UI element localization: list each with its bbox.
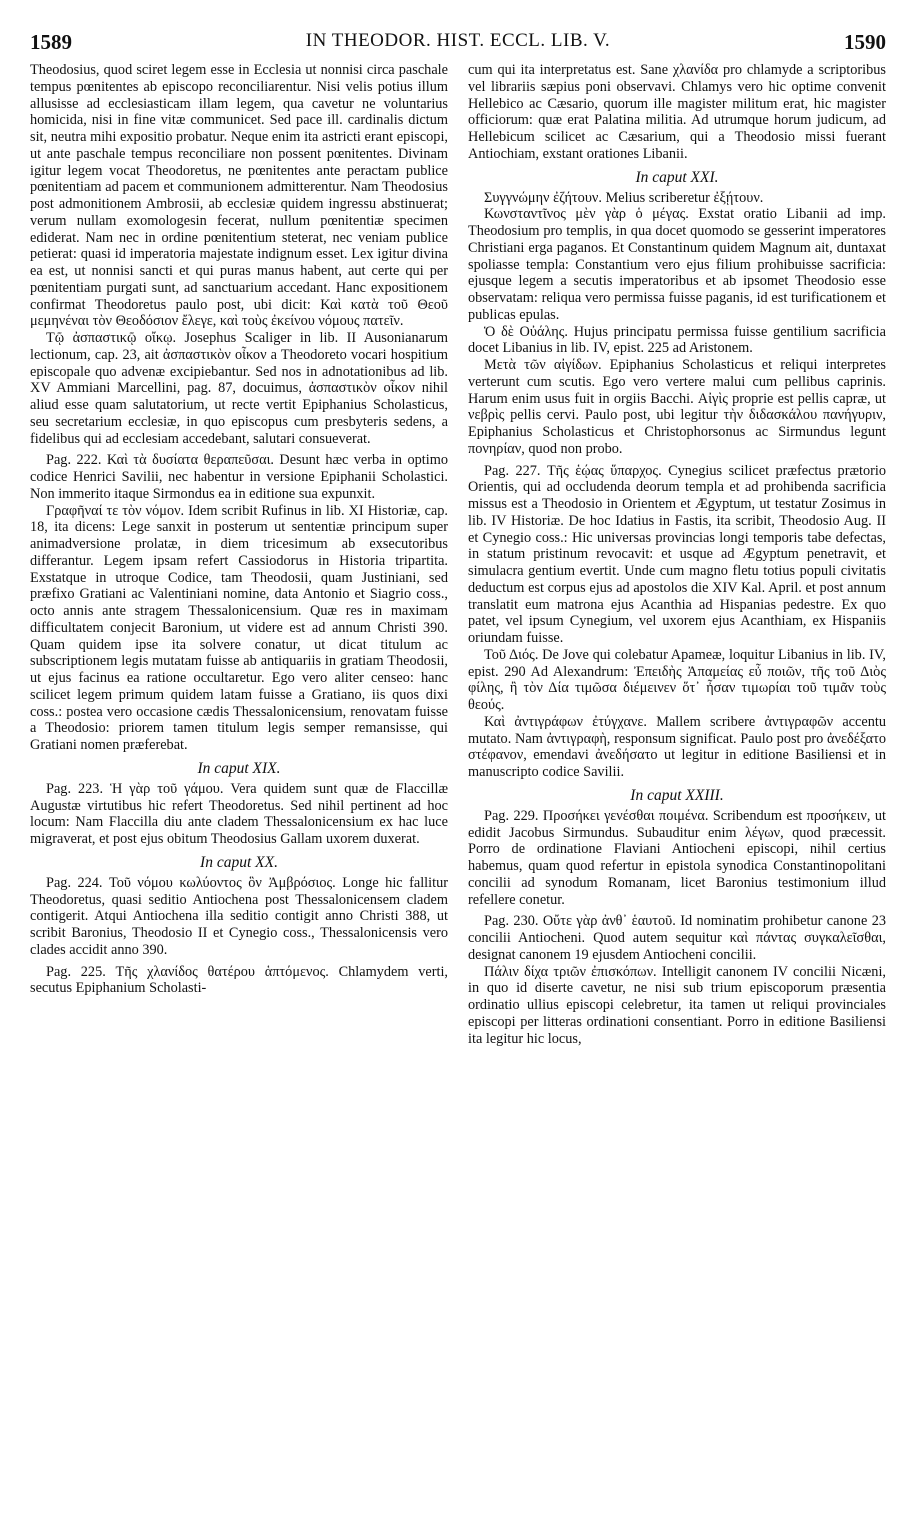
paragraph: Ὁ δὲ Οὐάλης. Hujus principatu permissa fuisse gentilium sacrificia docet Libanius in lib. IV, epist. 225 ad Aristonem. <box>468 323 886 357</box>
running-header <box>30 30 886 56</box>
paragraph: Γραφῆναί τε τὸν νόμον. Idem scribit Rufinus in lib. XI Historiæ, cap. 18, ita dicens: Lege sanxit in posterum ut sententiæ principum super animadversione prolatæ, in diem tricesimum ab exsecutoribus differantur. Legem ipsam refert Cassiodorus in Historia tripartita. Exstatque in utroque Codice, tam Theodosii, quam Justiniani, sed præfixo Gratiani ac Valentiniani nomine, data Antonio et Siagrio coss., octo annis ante stragem Thessalonicensium. Quæ res in maximam difficultatem conjecit Baronium, ut videre est ad annum Christi 390. Quam quidem ipse ita solvere conatur, ut dicat titulum ac subscriptionem legis mutatam fuisse ab antiquariis in gratiam Theodosii, ut ejus facinus ea ratione occultaretur. Ego vero aliter censeo: hanc scilicet legem primum quidem latam fuisse a Gratiano, iis quos dixi coss.: postea vero occasione cædis Thessalonicensium, renovatam fuisse a Theodosio: priorem tamen titulum legis semper remansisse, qui Gratiani nomen præferebat. <box>30 502 448 753</box>
paragraph: Pag. 222. Καὶ τὰ δυσίατα θεραπεῦσαι. Desunt hæc verba in optimo codice Henrici Savilii, nec habentur in versione Epiphanii Scholastici. Non immerito itaque Sirmondus ea in editione sua expunxit. <box>30 452 448 502</box>
paragraph: Pag. 230. Οὔτε γὰρ ἀνθ᾽ ἑαυτοῦ. Id nominatim prohibetur canone 23 concilii Antiocheni. Quod autem sequitur καὶ πάντας συγκαλεῖσθαι, designat canonem 19 ejusdem Antiocheni concilii. <box>468 913 886 963</box>
paragraph: Συγγνώμην ἐζήτουν. Melius scriberetur ἐξῄτουν. <box>484 189 764 206</box>
paragraph: Πάλιν δίχα τριῶν ἐπισκόπων. Intelligit canonem IV concilii Nicæni, in quo id diserte cavetur, ne nisi sub trium episcoporum præsentia ordinatio ullius episcopi celebretur, ita tamen ut reliqui provinciales episcopi per litteras ordinationi consentiant. Porro in editione Basiliensi ita legitur hic locus, <box>468 963 886 1047</box>
page-number-left: 1589 <box>30 30 72 54</box>
paragraph: cum qui ita interpretatus est. Sane χλανίδα pro chlamyde a scriptoribus vel librariis sæpius poni observavi. Chlamys vero hic optime convenit Hellebico ac Cæsario, quorum ille magister militum erat, hic magister officiorum: quæ erat Palatina militia. Ad utrumque horum judicum, ad Hellebicum scilicet ac Cæsarium, qui a Theodosio missi fuerant Antiochiam, exstant orationes Libanii. <box>468 62 886 162</box>
section-heading: In caput XXIII. <box>630 786 724 804</box>
section-heading: In caput XIX. <box>197 759 281 777</box>
paragraph: Καὶ ἀντιγράφων ἐτύγχανε. Mallem scribere ἀντιγραφῶν accentu mutato. Nam ἀντιγραφὴ, responsum significat. Paulo post pro ἀνεδέξατο στέφανον, emendavi ἀνεδήσατο ut legitur in editione Basiliensi et in manuscripto codice Savilii. <box>468 713 886 780</box>
left-column <box>30 62 448 997</box>
paragraph: Κωνσταντῖνος μὲν γὰρ ὁ μέγας. Exstat oratio Libanii ad imp. Theodosium pro templis, in qua docet quomodo se gesserint imperatores Christiani erga paganos. Et Constantinum quidem Magnum ait, duntaxat spoliasse templa: Constantium vero ejus filium prohibuisse sacrificia: ejusque legem a secutis imperatoribus et ab ipsomet Theodosio esse observatam: reliqua vero permissa fuisse paganis, id est turificationem et publicas epulas. <box>468 206 886 323</box>
paragraph: Pag. 225. Τῆς χλανίδος θατέρου ἁπτόμενος. Chlamydem verti, secutus Epiphanium Scholasti- <box>30 963 448 997</box>
paragraph: Theodosius, quod sciret legem esse in Ecclesia ut nonnisi circa paschale tempus pœnitentes ab episcopo reconciliarentur. Nisi velis potius illum allusisse ad ecclesiasticam illam legem, qua cavetur ne voluntarius homicida, nisi in fine vitæ communicet. Sed pace ill. cardinalis dictum sit, neutra mihi expositio probatur. Neque enim ita astricti erant episcopi, ut ante paschale tempus reconciliare non possent pœnitentes. Divinam igitur legem vocat Theodoretus, ne pœnitentes ante peractam publice pœnitentiam ad pacem et communionem admitterentur. Nam Theodosius post admonitionem Ambrosii, ab ecclesiæ quidem ingressu abstinuerat; verum nullam exomologesin fecerat, nullum pœnitentiæ specimen ediderat. Nam nec in ordine pœnitentium steterat, nec veniam publice petierat: quasi id imperatoria majestate indignum esset. Lex igitur divina ea est, ut nonnisi sancti et qui puras manus habent, aut certe qui per pœnitentiam purgati sunt, ad sanctuarium accedant. Hanc expositionem confirmat Theodoretus paulo post, ubi dicit: Καὶ κατὰ τοῦ Θεοῦ μεμηνέναι τὸν Θεοδόσιον ἔλεγε, καὶ τοὺς ἐκείνου νόμους πατεῖν. <box>30 62 448 330</box>
page-number-right: 1590 <box>844 30 886 54</box>
section-heading: In caput XX. <box>200 853 278 871</box>
paragraph: Pag. 229. Προσήκει γενέσθαι ποιμένα. Scribendum est προσήκειν, ut edidit Jacobus Sirmundus. Subauditur enim λέγων, quod præcessit. Porro de ordinatione Flaviani Antiocheni episcopi, nihil certius habemus, quam quod refertur in epistola synodica Constantinopolitani concilii ad synodum Romanam, licet Baronius testimonium illud refellere conetur. <box>468 807 886 908</box>
paragraph: Τοῦ Διός. De Jove qui colebatur Apameæ, loquitur Libanius in lib. IV, epist. 290 Ad Alexandrum: Ἐπειδὴς Ἀπαμείας εὖ ποιῶν, τῆς τοῦ Διὸς φίλης, ἢ τὸν Δία τιμῶσα διέμεινεν ὅτ᾽ ἦσαν τιμωρίαι τοῦ τιμᾶν τοὺς θεούς. <box>468 646 886 713</box>
paragraph: Τῷ ἀσπαστικῷ οἴκῳ. Josephus Scaliger in lib. II Ausonianarum lectionum, cap. 23, ait ἀσπαστικὸν οἶκον a Theodoreto vocari hospitium episcopale quo advenæ excipiebantur. Sed nos in adnotationibus ad lib. XV Ammiani Marcellini, pag. 87, docuimus, ἀσπαστικὸν οἶκον nihil aliud esse quam salutatorium, ut recte vertit Epiphanius Scholasticus, seu secretarium ecclesiæ, in quo episcopus cum presbyteris sedens, a fidelibus qui ad ecclesiam accedebant, salutari consueverat. <box>30 330 448 447</box>
right-column <box>468 62 886 1047</box>
paragraph: Pag. 224. Τοῦ νόμου κωλύοντος ὃν Ἀμβρόσιος. Longe hic fallitur Theodoretus, quasi seditio Antiochena post Thessalonicensem cladem contigerit. Atqui Antiochena illa seditio contigit anno Christi 388, ut scribit Baronius, Theodosio II et Cynegio coss., Thessalonicensis vero clades accidit anno 390. <box>30 874 448 958</box>
section-heading: In caput XXI. <box>635 168 719 186</box>
paragraph: Μετὰ τῶν αἰγίδων. Epiphanius Scholasticus et reliqui interpretes verterunt cum scutis. Ego vero vertere malui cum pellibus caprinis. Harum enim usus fuit in orgiis Bacchi. Αἰγὶς proprie est pellis capræ, ut νεβρὶς pellis cervi. Paulo post, ubi legitur τὴν διδασκάλου πανήγυριν, Epiphanius Scholasticus et Christophorsonus ac Sirmundus legunt πονηρίαν, quod non probo. <box>468 357 886 457</box>
paragraph: Pag. 223. Ἡ γὰρ τοῦ γάμου. Vera quidem sunt quæ de Flaccillæ Augustæ virtutibus hic refert Theodoretus. Sed nihil pertinent ad hoc locum: Nam Flaccilla diu ante cladem Thessalonicensium ex hac luce migraverat, et post ejus obitum Theodosius Gallam uxorem duxerat. <box>30 780 448 847</box>
running-title: IN THEODOR. HIST. ECCL. LIB. V. <box>305 30 611 51</box>
paragraph: Pag. 227. Τῆς ἑῴας ὕπαρχος. Cynegius scilicet præfectus prætorio Orientis, qui ad occludenda deorum templa et ad prohibenda sacrificia missus est a Theodosio in Orientem et Ægyptum, ut testatur Zosimus in lib. IV Historiæ. De hoc Idatius in Fastis, ita scribit, Theodosio Aug. II et Cynegio coss.: Hic universas provincias longi temporis tabe defectas, in statum pristinum revocavit: et usque ad Ægyptum penetravit, et simulacra gentium evertit. Unde cum magno fletu totius populi civitatis deductum est corpus ejus ad apostolos die XIV Kal. April. et post annum translatit eum matrona ejus Acanthia ad Hispanias pedestre. Ex quo patet, vel ipsum Cynegium, vel uxorem ejus Acanthiam, ex Hispaniis oriundam fuisse. <box>468 462 886 646</box>
